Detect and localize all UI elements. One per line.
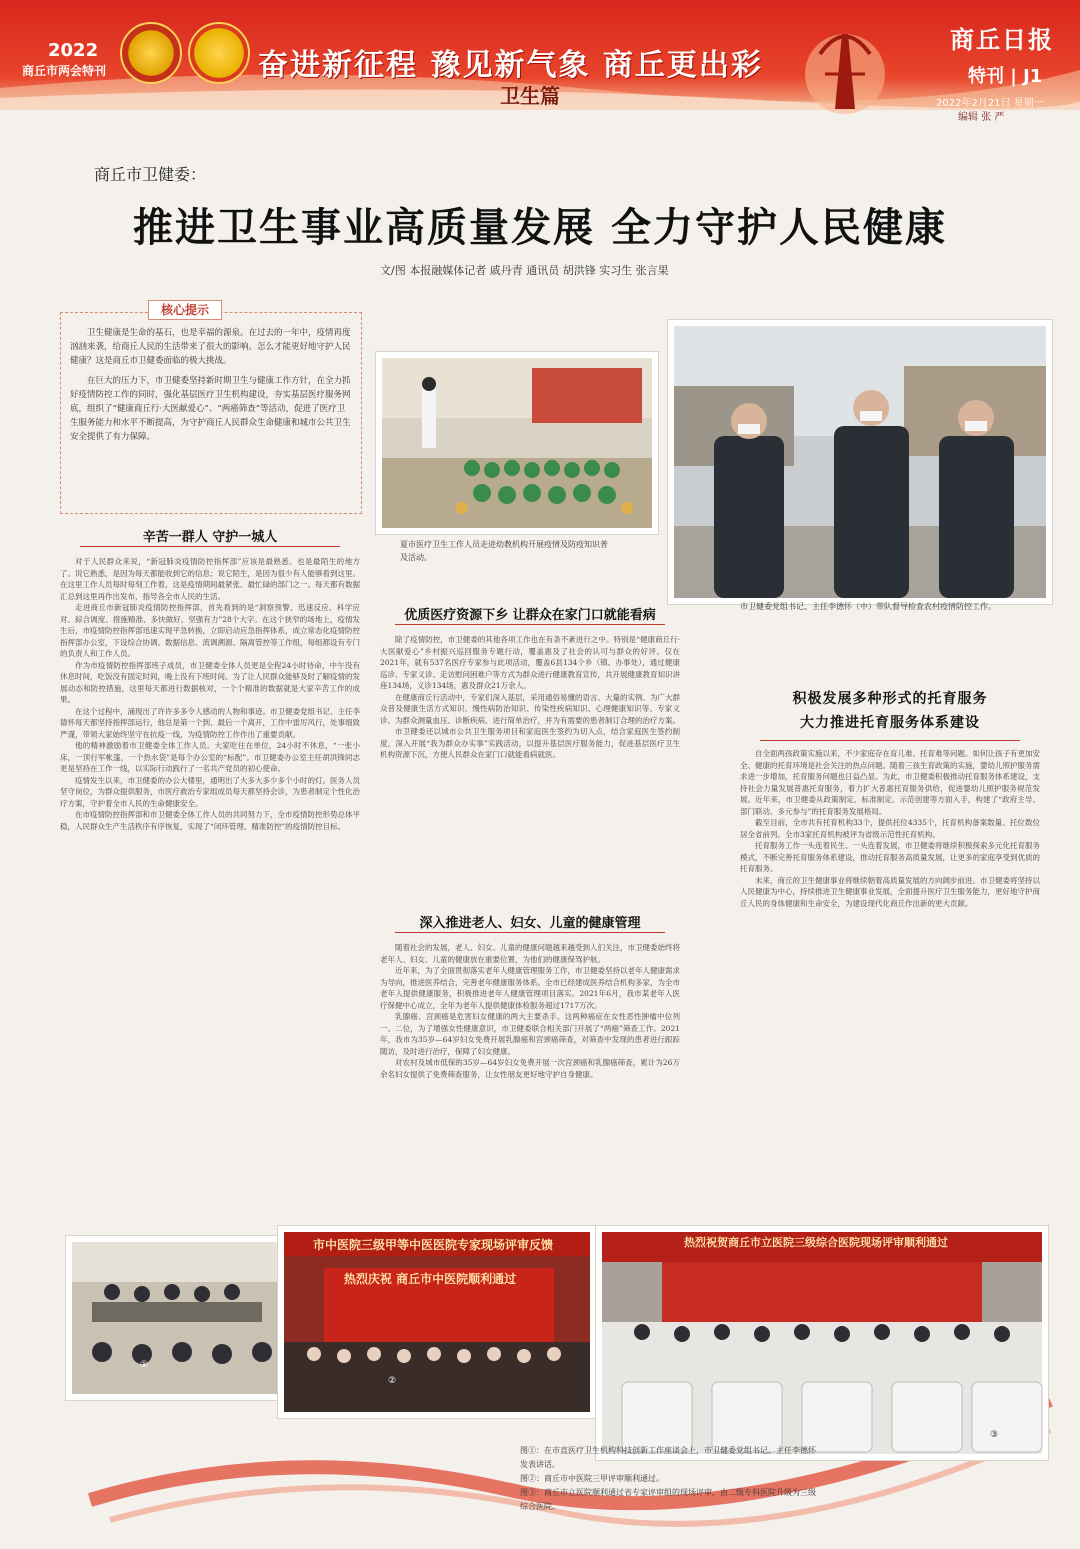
- section-4-body: [740, 748, 1040, 909]
- section-divider: [395, 932, 665, 933]
- photo-number-2: ②: [388, 1376, 397, 1386]
- section-divider: [395, 624, 665, 625]
- paragraph: 疫情发生以来，市卫健委的办公大楼里，通明出了大多大多少多个小时的灯。医务人员坚守岗位，为群众提供服务，市医疗救治专家组成员每天都坚持会诊，为患者制定个性化治疗方案，守护着全市人民的生命健康安全。: [60, 775, 360, 808]
- paragraph: 在健康商丘行活动中，专家们深入基层，采用通俗易懂的语言、大量的实例、为广大群众普及健康生活方式知识、慢性病防治知识、传染性疾病知识、心理健康知识等。专家义诊、为群众测量血压、诊断疾病、进行简单治疗，并为有需要的患者制订合理的治疗方案。: [380, 692, 680, 725]
- core-summary-text: [70, 326, 352, 450]
- core-paragraph: 在巨大的压力下，市卫健委坚持新时期卫生与健康工作方针，在全力抓好疫情防控工作的同时，强化基层医疗卫生机构建设，夯实基层医疗服务网底，组织了“健康商丘行·大医献爱心”、“两癌筛查”等活动，促进了医疗卫生服务能力和水平不断提高，为守护商丘人民群众生命健康和城市公共卫生安全提供了有力保障。: [70, 376, 351, 442]
- masthead-banner: [0, 0, 1080, 123]
- section-divider: [80, 546, 340, 547]
- paragraph: 作为市疫情防控指挥部班子成员，市卫健委全体人员更是全程24小时待命，中午没有休息时间，吃饭没有固定时间，晚上没有下班时间。为了让人民群众能够及时了解疫情的发展动态和防控措施，这里每天都进行数据核对，一个个精准的数据就是大家辛苦工作的成果。: [60, 660, 360, 704]
- core-paragraph: 卫生健康是生命的基石，也是幸福的源泉。在过去的一年中，疫情再度汹汹来袭，给商丘人民的生活带来了很大的影响。怎么才能更好地守护人民健康？这是商丘市卫健委面临的极大挑战。: [70, 328, 351, 366]
- caption-kindergarten: 夏市医疗卫生工作人员走进幼教机构开展疫情及防疫知识普及活动。: [400, 540, 608, 562]
- photo-2-tcm-review: [278, 1226, 596, 1418]
- editor-credit: 编辑 张 严: [958, 112, 1005, 123]
- national-emblem-icon: [120, 22, 182, 84]
- core-summary-title: 核心提示: [148, 300, 222, 320]
- section-heading-2: 优质医疗资源下乡 让群众在家门口就能看病: [404, 608, 656, 623]
- paragraph: 对农村及城市低保的35岁—64岁妇女免费开展一次宫颈癌和乳腺癌筛查，累计为26万余名妇女提供了免费筛查服务，让女性朋友更好地守护自身健康。: [380, 1058, 680, 1079]
- paragraph: 未来，商丘的卫生健康事业将继续朝着高质量发展的方向阔步前进。市卫健委将坚持以人民健康为中心，持续推进卫生健康事业发展，全面提升医疗卫生服务能力，更好地守护商丘人民的身体健康和生命安全，为建设现代化商丘作出新的更大贡献。: [740, 875, 1040, 908]
- bottom-photo-captions: [520, 1444, 820, 1514]
- paragraph: 他的精神激励着市卫健委全体工作人员。大家吃住在单位，24小时不休息，“一张小床，一顶行军帐篷，一个热水袋”是每个办公室的“标配”。市卫健委办公室主任胡洪锋同志更是坚持在工作一线，以实际行动践行了一名共产党员的初心使命。: [60, 741, 360, 773]
- caption-line: 图③：商丘市立医院顺利通过省专家评审组的现场评审，由二级专科医院升级为三级综合医院。: [520, 1488, 816, 1511]
- article-headline: 推进卫生事业高质量发展 全力守护人民健康: [133, 204, 947, 251]
- caption-village: 市卫健委党组书记、主任李德怀（中）带队督导检查农村疫情防控工作。: [740, 602, 996, 611]
- photo-3-hospital-review: [596, 1226, 1048, 1460]
- paragraph: 除了疫情防控，市卫健委的其他各项工作也在有条不紊进行之中。特别是“健康商丘行·大医献爱心”乡村振兴巡回服务专题行动，覆盖惠及了社会的认可与群众的好评。仅在2021年，就有537名医疗专家参与此项活动，覆盖6县134个乡（镇、办事处），通过健康巡诊、专家义诊、走访慰问困难户等方式为群众进行健康教育宣传，共开展健康教育知识讲座134场，义诊134场，惠及群众21万余人。: [380, 635, 680, 690]
- article-byline: 文/图 本报融媒体记者 戚丹青 通讯员 胡洪锋 实习生 张言果: [380, 264, 669, 277]
- newspaper-masthead: 商丘日报: [950, 25, 1054, 54]
- edition-label: 特刊 | J1: [968, 66, 1043, 87]
- article-kicker: 商丘市卫健委：: [94, 165, 207, 184]
- caption-line: 图②：商丘市中医院三甲评审顺利通过。: [520, 1474, 664, 1483]
- photo-3-banner-text: 热烈祝贺商丘市立医院三级综合医院现场评审顺利通过: [684, 1236, 948, 1249]
- paragraph: 乳腺癌、宫颈癌是危害妇女健康的两大主要杀手。这两种癌症在女性恶性肿瘤中位列一、二位，为了增强女性健康意识，市卫健委联合相关部门开展了“两癌”筛查工作。2021年，我市为35岁—64岁妇女免费开展乳腺癌和宫颈癌筛查，对筛查中发现的患者进行跟踪随访，及时进行治疗，保障了妇女健康。: [380, 1012, 680, 1056]
- photo-1-meeting: [66, 1236, 288, 1400]
- caption-line: 图①：在市直医疗卫生机构科技创新工作座谈会上，市卫健委党组书记、主任李德怀发表讲话。: [520, 1446, 816, 1469]
- header-special-issue: 商丘市两会特刊: [22, 64, 107, 78]
- section-heading-1: 辛苦一群人 守护一城人: [142, 530, 278, 545]
- section-divider: [760, 740, 1020, 741]
- photo-2-banner-text: 市中医院三级甲等中医医院专家现场评审反馈: [312, 1238, 553, 1252]
- paragraph: 截至目前，全市共有托育机构33个，提供托位4335个，托育机构备案数量、托位数位居全省前列。全市3家托育机构被评为省级示范性托育机构。: [740, 818, 1040, 839]
- paragraph: 市卫健委还以城市公共卫生服务项目和家庭医生签约为切入点，结合家庭医生签约制度，深入开展“我为群众办实事”实践活动，以提升基层医疗服务能力，促进基层医疗卫生机构资源下沉，方便人民群众在家门口就能看病就医。: [380, 727, 680, 759]
- photo-village-inspection: [668, 320, 1052, 604]
- paragraph: 在这个过程中，涌现出了许许多多令人感动的人物和事迹。市卫健委党组书记、主任李德怀每天都坚持指挥部运行，他总是第一个到、最后一个离开，工作中雷厉风行，处事细致严谨，带领大家始终坚守在抗疫一线，为疫情防控工作作出了重要贡献。: [60, 706, 360, 739]
- section-label: 卫生篇: [500, 84, 560, 108]
- issue-date: 2022年2月21日 星期一: [936, 98, 1044, 109]
- cppcc-emblem-icon: [188, 22, 250, 84]
- header-slogan: 奋进新征程 豫见新气象 商丘更出彩: [258, 48, 763, 83]
- landmark-sculpture-icon: [790, 14, 900, 110]
- section-heading-4-line2: 大力推进托育服务体系建设: [800, 715, 980, 731]
- paragraph: 近年来，为了全面贯彻落实老年人健康管理服务工作，市卫健委坚持以老年人健康需求为导向，推进医养结合，完善老年健康服务体系。全市已经建成医养结合机构多家，为全市老年人提供健康服务，积极推进老年人健康管理项目落实。2021年6月，我市某老年人医疗保健中心成立，全年为老年人提供健康体检服务超过1717万次。: [380, 966, 680, 1010]
- paragraph: 托育服务工作一头连着民生、一头连着发展，市卫健委将继续积极探索多元化托育服务模式，不断完善托育服务体系建设，推动托育服务高质量发展，让更多的家庭享受到优质的托育服务。: [740, 841, 1040, 873]
- photo-number-3: ③: [990, 1430, 999, 1440]
- photo-kindergarten-lecture: [376, 352, 658, 534]
- section-2-body: [380, 634, 680, 761]
- photo-number-1: ①: [140, 1360, 149, 1370]
- section-heading-3: 深入推进老人、妇女、儿童的健康管理: [419, 916, 641, 931]
- paragraph: 走进商丘市新冠肺炎疫情防控指挥部，首先看到的是“洞察预警、迅速反应、科学应对、綜合调度、措施精准、多快做好、坚强有力”28个大字。在这个狭窄的场地上，疫情发生后，市疫情防控指挥部迅速实现平急转换，立即启动应急指挥体系，成立常态化疫情防控指挥部办公室，下设综合协调、数据信息、流调溯源、隔离管控等工作组，每组都设有专门的负责人和工作人员。: [60, 603, 360, 658]
- photo-2-screen-text: 热烈庆祝 商丘市中医院顺利通过: [343, 1272, 517, 1286]
- section-heading-4-line1: 积极发展多种形式的托育服务: [792, 691, 988, 707]
- section-1-body: [60, 556, 360, 832]
- header-year: 2022: [48, 40, 99, 61]
- paragraph: 对于人民群众来说，“新冠肺炎疫情防控指挥部”应该是最熟悉、也是最陌生的地方了。说它熟悉，是因为每天都能收到它的信息；说它陌生，是因为很少有人能够看到这里。在这里工作人员每时每刻工作着，这是疫情期间最紧张、最忙碌的部门之一。每天都有数据汇总到这里再作出发布，指导各全市人民的生活。: [60, 557, 360, 601]
- paragraph: 随着社会的发展，老人、妇女、儿童的健康问题越来越受到人们关注，市卫健委始终将老年人、妇女、儿童的健康放在重要位置，为他们的健康保驾护航。: [380, 943, 680, 964]
- section-3-body: [380, 942, 680, 1080]
- paragraph: 自全面两孩政策实施以来，不少家庭存在育儿难、托育难等问题。如何让孩子有更加安全、健康的托育环境是社会关注的热点问题。随着三孩生育政策的实施，婴幼儿照护服务需求进一步增加，托育服务问题也日益凸显。为此，市卫健委积极推动托育服务体系建设，支持社会力量发展普惠托育服务，着力扩大普惠托育服务供给，促进婴幼儿照护服务规范发展。近年来，市卫健委从政策制定、标准制定、示范创建等方面入手，构建了“政府主导、部门联动、多元参与”的托育服务发展格局。: [740, 749, 1040, 816]
- paragraph: 在市疫情防控指挥部和市卫健委全体工作人员的共同努力下，全市疫情防控形势总体平稳，人民群众生产生活秩序有序恢复，实现了“闭环管理、精准防控”的疫情防控目标。: [60, 810, 360, 831]
